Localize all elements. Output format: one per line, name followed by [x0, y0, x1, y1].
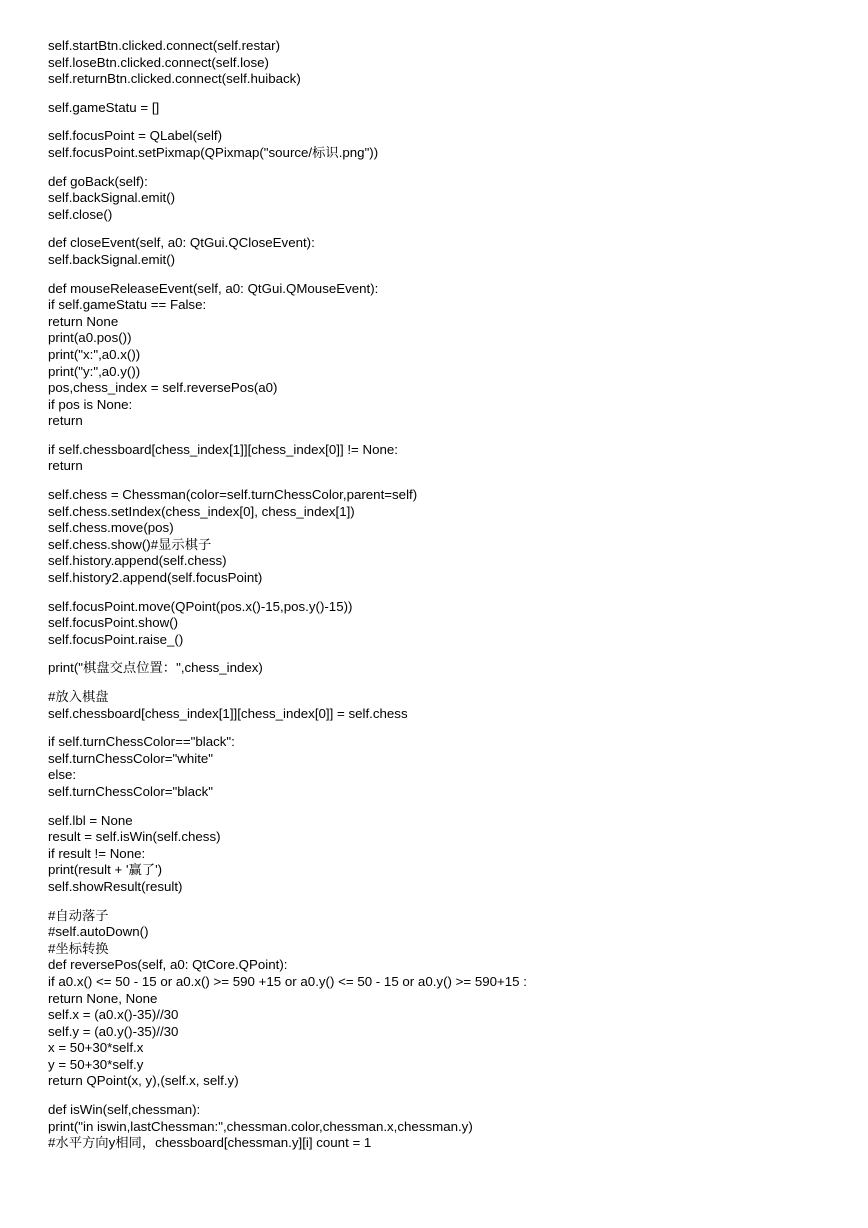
code-line: print("in iswin,lastChessman:",chessman.color,chessman.x,chessman.y) [48, 1118, 473, 1134]
code-line: self.chess.move(pos) [48, 520, 174, 536]
code-block [48, 235, 848, 268]
code-block [48, 442, 848, 475]
code-line: #自动落子 [48, 907, 109, 923]
code-line: if self.gameStatu == False: [48, 297, 207, 313]
code-block [48, 487, 848, 587]
code-line: if pos is None: [48, 396, 133, 412]
code-line: if a0.x() <= 50 - 15 or a0.x() >= 590 +15 or a0.y() <= 50 - 15 or a0.y() >= 590+15 : [48, 973, 527, 989]
code-line: self.chess.show()#显示棋子 [48, 536, 212, 552]
code-line: self.chessboard[chess_index[1]][chess_index[0]] = self.chess [48, 705, 408, 721]
code-line: self.focusPoint.show() [48, 615, 179, 631]
code-block [48, 734, 848, 800]
code-block [48, 660, 848, 677]
code-line: self.focusPoint = QLabel(self) [48, 128, 223, 144]
code-line: #坐标转换 [48, 940, 109, 956]
code-block [48, 689, 848, 722]
code-line: self.focusPoint.raise_() [48, 631, 184, 647]
code-line: self.x = (a0.x()-35)//30 [48, 1007, 179, 1023]
code-line: def isWin(self,chessman): [48, 1102, 201, 1118]
code-line: self.loseBtn.clicked.connect(self.lose) [48, 54, 269, 70]
code-line: #self.autoDown() [48, 924, 149, 940]
code-line: result = self.isWin(self.chess) [48, 829, 221, 845]
code-line: self.backSignal.emit() [48, 251, 176, 267]
code-line: return None [48, 313, 119, 329]
code-line: print("棋盘交点位置：",chess_index) [48, 660, 263, 676]
code-line: pos,chess_index = self.reversePos(a0) [48, 380, 278, 396]
code-line: self.y = (a0.y()-35)//30 [48, 1023, 179, 1039]
code-line: if self.turnChessColor=="black": [48, 734, 235, 750]
code-line: self.turnChessColor="white" [48, 750, 214, 766]
code-line: self.close() [48, 206, 113, 222]
code-line: y = 50+30*self.y [48, 1056, 144, 1072]
code-line: print("y:",a0.y()) [48, 363, 141, 379]
code-line: self.backSignal.emit() [48, 190, 176, 206]
code-line: return [48, 458, 83, 474]
code-block [48, 908, 848, 1091]
code-line: self.turnChessColor="black" [48, 783, 214, 799]
code-line: x = 50+30*self.x [48, 1040, 144, 1056]
code-line: self.chess = Chessman(color=self.turnChessColor,parent=self) [48, 487, 418, 503]
code-line: if result != None: [48, 845, 146, 861]
code-line: print(a0.pos()) [48, 330, 132, 346]
code-line: return [48, 413, 83, 429]
code-line: return QPoint(x, y),(self.x, self.y) [48, 1073, 239, 1089]
code-line: return None, None [48, 990, 158, 1006]
code-block [48, 1102, 848, 1152]
code-line: self.showResult(result) [48, 878, 183, 894]
code-line: def closeEvent(self, a0: QtGui.QCloseEvent): [48, 235, 315, 251]
code-line: print(result + '赢了') [48, 862, 163, 878]
code-line: def goBack(self): [48, 173, 148, 189]
code-document [48, 38, 848, 1164]
code-line: #水平方向y相同，chessboard[chessman.y][i] count = 1 [48, 1135, 372, 1151]
code-line: self.chess.setIndex(chess_index[0], chess_index[1]) [48, 503, 355, 519]
code-line: self.focusPoint.setPixmap(QPixmap("source/标识.png")) [48, 144, 379, 160]
code-line: self.returnBtn.clicked.connect(self.huiback) [48, 71, 301, 87]
code-line: self.history2.append(self.focusPoint) [48, 570, 263, 586]
code-line: self.gameStatu = [] [48, 99, 160, 115]
code-block [48, 38, 848, 88]
code-line: self.focusPoint.move(QPoint(pos.x()-15,pos.y()-15)) [48, 598, 353, 614]
code-line: if self.chessboard[chess_index[1]][chess_index[0]] != None: [48, 441, 398, 457]
code-line: def reversePos(self, a0: QtCore.QPoint): [48, 957, 288, 973]
code-line: def mouseReleaseEvent(self, a0: QtGui.QMouseEvent): [48, 280, 379, 296]
code-line: self.history.append(self.chess) [48, 553, 227, 569]
code-block [48, 813, 848, 896]
code-line: self.startBtn.clicked.connect(self.restar) [48, 38, 281, 53]
code-line: print("x:",a0.x()) [48, 346, 141, 362]
code-block [48, 100, 848, 117]
code-line: else: [48, 767, 77, 783]
code-line: #放入棋盘 [48, 689, 109, 704]
code-block [48, 281, 848, 430]
code-block [48, 174, 848, 224]
code-block [48, 128, 848, 161]
code-line: self.lbl = None [48, 812, 133, 828]
code-block [48, 599, 848, 649]
